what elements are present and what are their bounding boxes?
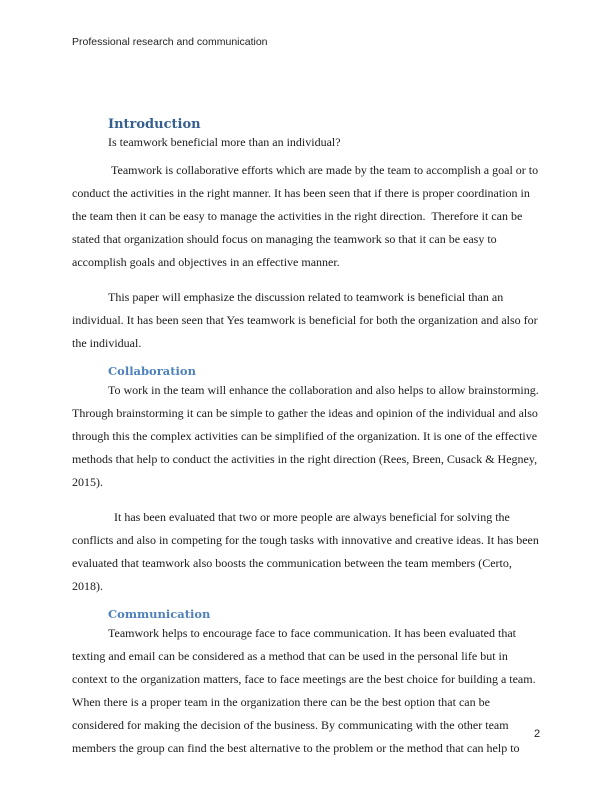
running-header: Professional research and communication (72, 36, 268, 48)
collaboration-paragraph-1: To work in the team will enhance the collaboration and also helps to allow brainstorming. Through brainstorming it can be simple to gather the ideas and opinion of the individual and also through this the complex activities can be simplified of the organization. It is one of the effective methods that help to conduct the activities in the right direction (Rees, Breen, Cusack & Hegney, 2015). (72, 383, 539, 489)
communication-paragraph-1: Teamwork helps to encourage face to face communication. It has been evaluated that texting and email can be considered as a method that can be used in the personal life but in context to the organization matters, face to face meetings are the best choice for building a team. When there is a proper team in the organization there can be the best option that can be considered for making the decision of the business. By communicating with the other team members the group can find the best alternative to the problem or the method that can help to (72, 626, 536, 755)
intro-paragraph-1: Teamwork is collaborative efforts which are made by the team to accomplish a goal or to conduct the activities in the right manner. It has been seen that if there is proper coordination in the team then it can be easy to manage the activities in the right direction. Therefore it can be stated that organization should focus on managing the teamwork so that it can be easy to accomplish goals and objectives in an effective manner. (72, 163, 542, 269)
heading-collaboration: Collaboration (108, 364, 196, 378)
heading-communication: Communication (108, 607, 211, 621)
page-number: 2 (534, 728, 541, 740)
collaboration-paragraph-2: It has been evaluated that two or more people are always beneficial for solving the conflicts and also in competing for the tough tasks with innovative and creative ideas. It has been evaluated that teamwork also boosts the communication between the team members (Certo, 2018). (72, 510, 542, 593)
intro-paragraph-2: This paper will emphasize the discussion related to teamwork is beneficial than an individual. It has been seen that Yes teamwork is beneficial for both the organization and also for the individual. (72, 290, 538, 350)
heading-introduction: Introduction (108, 117, 201, 132)
page-content (72, 116, 540, 760)
research-question: Is teamwork beneficial more than an individual? (108, 135, 341, 149)
